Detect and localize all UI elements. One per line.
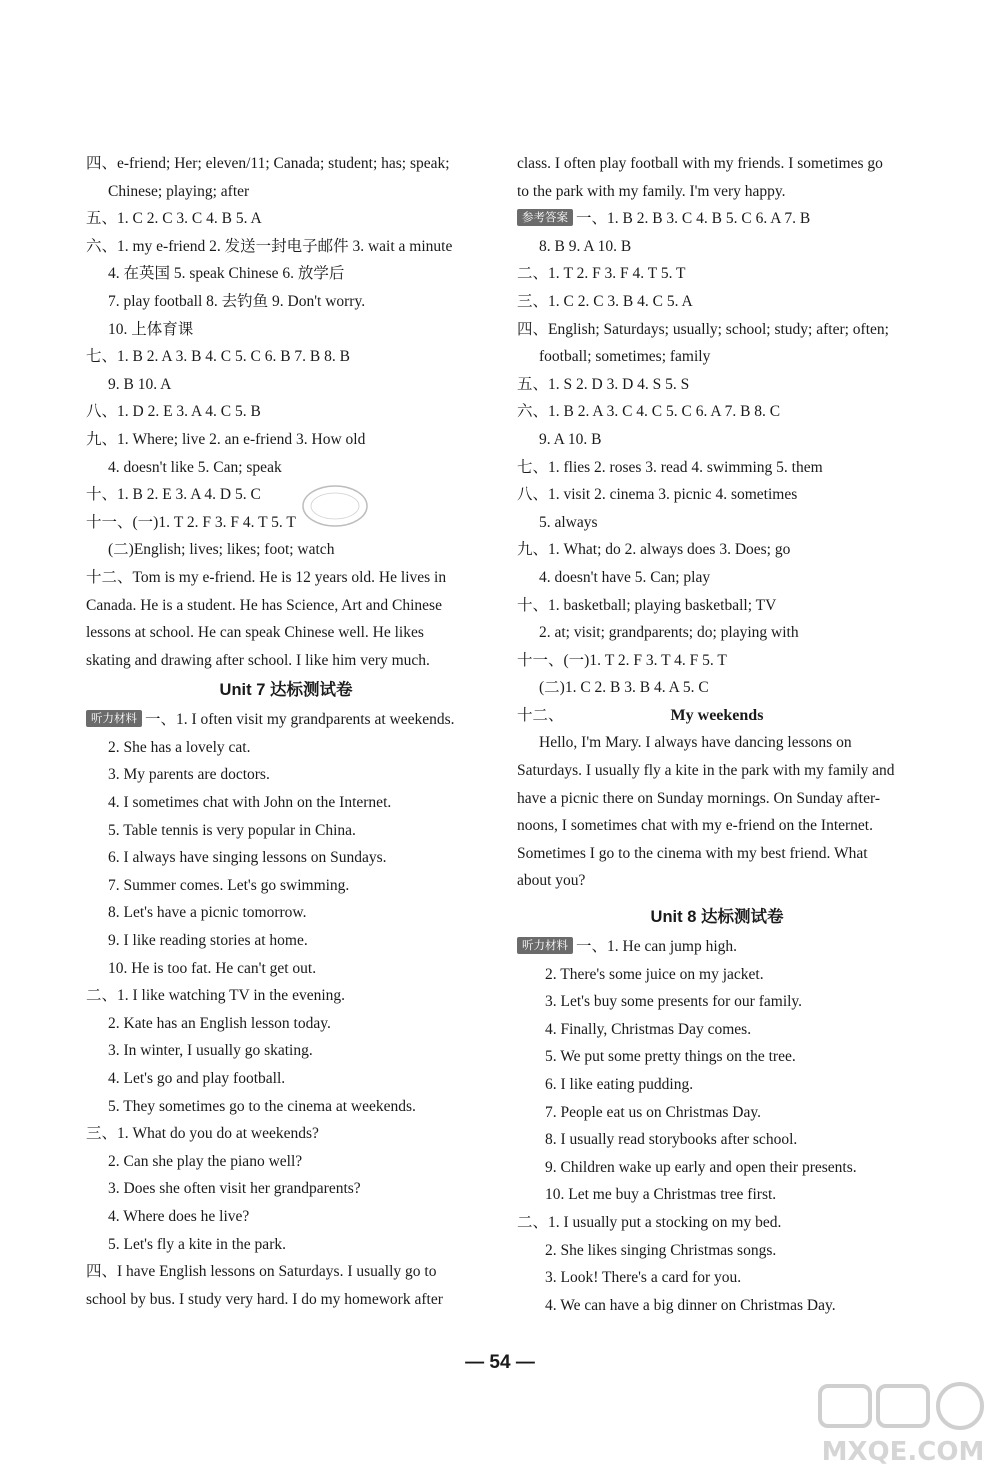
answer-line: 9. B 10. A xyxy=(108,375,172,393)
answer-line: football; sometimes; family xyxy=(539,348,711,366)
listening-line: 4. Where does he live? xyxy=(108,1207,250,1225)
answer-badge: 参考答案 xyxy=(517,209,573,226)
answer-line: 七、1. B 2. A 3. B 4. C 5. C 6. B 7. B 8. B xyxy=(86,348,350,366)
left-column xyxy=(86,150,486,1313)
listening-line: 听力材料 一、1. He can jump high. xyxy=(517,933,917,961)
unit-7-heading: Unit 7 达标测试卷 xyxy=(219,681,353,700)
listening-line: 8. Let's have a picnic tomorrow. xyxy=(108,904,307,922)
listening-line: 6. I like eating pudding. xyxy=(545,1076,694,1093)
listening-badge: 听力材料 xyxy=(517,937,573,954)
answer-line: 十一、(一)1. T 2. F 3. T 4. F 5. T xyxy=(517,651,727,669)
answer-line: (二)1. C 2. B 3. B 4. A 5. C xyxy=(539,679,709,697)
watermark-text: MXQE.COM xyxy=(821,1437,985,1467)
answer-line: 7. play football 8. 去钓鱼 9. Don't worry. xyxy=(108,292,366,310)
essay-line: 十二、Tom is my e-friend. He is 12 years old. He lives in xyxy=(86,568,447,586)
listening-line: 5. They sometimes go to the cinema at weekends. xyxy=(108,1097,416,1115)
listening-line: 8. I usually read storybooks after school. xyxy=(545,1131,798,1149)
listening-line: 二、1. I like watching TV in the evening. xyxy=(86,987,346,1005)
answer-line: 六、1. B 2. A 3. C 4. C 5. C 6. A 7. B 8. C xyxy=(517,403,781,421)
listening-line: 5. We put some pretty things on the tree. xyxy=(545,1048,796,1066)
listening-line: 5. Let's fly a kite in the park. xyxy=(108,1235,286,1253)
listening-line: 2. She likes singing Christmas songs. xyxy=(545,1241,777,1259)
essay-line: Saturdays. I usually fly a kite in the park with my family and xyxy=(517,762,895,780)
listening-line: 10. Let me buy a Christmas tree first. xyxy=(545,1186,777,1204)
essay-line: Canada. He is a student. He has Science, Art and Chinese xyxy=(86,596,442,614)
watermark-logo xyxy=(812,1380,994,1468)
listening-line: 2. Kate has an English lesson today. xyxy=(108,1014,331,1032)
listening-line: 3. Let's buy some presents for our family. xyxy=(545,993,803,1011)
listening-line: 4. I sometimes chat with John on the Internet. xyxy=(108,794,392,812)
essay-line: about you? xyxy=(517,872,586,890)
listening-line: 3. Does she often visit her grandparents? xyxy=(108,1180,361,1198)
answer-line: 四、English; Saturdays; usually; school; study; after; often; xyxy=(517,320,889,338)
answer-line: 参考答案 一、1. B 2. B 3. C 4. B 5. C 6. A 7. B xyxy=(517,205,917,233)
answer-line: 十、1. basketball; playing basketball; TV xyxy=(517,596,777,614)
answer-line: 9. A 10. B xyxy=(539,430,602,448)
answer-line: 5. always xyxy=(539,513,598,531)
listening-line: 二、1. I usually put a stocking on my bed. xyxy=(517,1213,782,1231)
answer-line: 十一、(一)1. T 2. F 3. F 4. T 5. T xyxy=(86,513,296,531)
answer-line: 四、e-friend; Her; eleven/11; Canada; student; has; speak; xyxy=(86,155,450,172)
answer-line: 4. doesn't have 5. Can; play xyxy=(539,568,711,586)
answer-line: 2. at; visit; grandparents; do; playing with xyxy=(539,624,799,642)
listening-line: 4. We can have a big dinner on Christmas Day. xyxy=(545,1296,836,1314)
listening-line: to the park with my family. I'm very happy. xyxy=(517,182,786,200)
listening-line: 听力材料 一、1. I often visit my grandparents at weekends. xyxy=(86,706,486,734)
listening-line: 7. Summer comes. Let's go swimming. xyxy=(108,876,350,894)
listening-line: 3. Look! There's a card for you. xyxy=(545,1269,742,1287)
answer-line: 五、1. C 2. C 3. C 4. B 5. A xyxy=(86,210,262,228)
listening-line: 9. Children wake up early and open their presents. xyxy=(545,1158,857,1176)
essay-line: noons, I sometimes chat with my e-friend on the Internet. xyxy=(517,817,873,835)
listening-line: 5. Table tennis is very popular in China. xyxy=(108,821,356,839)
listening-line: 2. Can she play the piano well? xyxy=(108,1152,303,1170)
answer-line: 八、1. visit 2. cinema 3. picnic 4. sometimes xyxy=(517,486,798,504)
listening-line: 6. I always have singing lessons on Sundays. xyxy=(108,849,387,867)
answer-line: 九、1. What; do 2. always does 3. Does; go xyxy=(517,541,791,559)
essay-line: lessons at school. He can speak Chinese well. He likes xyxy=(86,624,424,642)
listening-line: 三、1. What do you do at weekends? xyxy=(86,1125,319,1143)
listening-line: school by bus. I study very hard. I do my homework after xyxy=(86,1290,443,1308)
essay-heading-line xyxy=(517,702,917,730)
listening-line: 4. Let's go and play football. xyxy=(108,1070,286,1087)
essay-line: skating and drawing after school. I like him very much. xyxy=(86,651,430,669)
unit-8-heading: Unit 8 达标测试卷 xyxy=(650,908,784,927)
listening-line: 10. He is too fat. He can't get out. xyxy=(108,959,317,977)
listening-line: class. I often play football with my friends. I sometimes go xyxy=(517,155,883,172)
listening-line: 4. Finally, Christmas Day comes. xyxy=(545,1020,752,1038)
answer-line: Chinese; playing; after xyxy=(108,182,250,200)
right-column xyxy=(517,150,917,1319)
answer-line: 三、1. C 2. C 3. B 4. C 5. A xyxy=(517,292,693,310)
essay-line: have a picnic there on Sunday mornings. On Sunday after- xyxy=(517,789,880,807)
listening-line: 四、I have English lessons on Saturdays. I usually go to xyxy=(86,1263,437,1281)
answer-line: 十、1. B 2. E 3. A 4. D 5. C xyxy=(86,486,261,504)
listening-badge: 听力材料 xyxy=(86,710,142,727)
answer-line: 4. doesn't like 5. Can; speak xyxy=(108,458,282,476)
essay-title: My weekends xyxy=(670,706,764,724)
answer-line: 8. B 9. A 10. B xyxy=(539,237,632,255)
answer-line: (二)English; lives; likes; foot; watch xyxy=(108,541,335,559)
answer-line: 六、1. my e-friend 2. 发送一封电子邮件 3. wait a minute xyxy=(86,237,453,255)
essay-label: 十二、 xyxy=(517,706,564,724)
listening-line: 7. People eat us on Christmas Day. xyxy=(545,1103,761,1121)
stamp-mark xyxy=(300,482,370,530)
answer-line: 二、1. T 2. F 3. F 4. T 5. T xyxy=(517,265,686,283)
essay-line: Sometimes I go to the cinema with my best friend. What xyxy=(517,844,868,862)
answer-line: 10. 上体育课 xyxy=(108,320,194,338)
answer-line: 七、1. flies 2. roses 3. read 4. swimming 5. them xyxy=(517,458,823,476)
listening-line: 2. She has a lovely cat. xyxy=(108,738,251,756)
answer-line: 九、1. Where; live 2. an e-friend 3. How old xyxy=(86,430,366,448)
listening-line: 9. I like reading stories at home. xyxy=(108,932,308,950)
page-number: — 54 — xyxy=(465,1352,535,1373)
answer-line: 4. 在英国 5. speak Chinese 6. 放学后 xyxy=(108,265,345,283)
essay-line: Hello, I'm Mary. I always have dancing lessons on xyxy=(539,734,852,752)
listening-line: 3. In winter, I usually go skating. xyxy=(108,1042,313,1060)
listening-line: 2. There's some juice on my jacket. xyxy=(545,965,764,983)
answer-line: 五、1. S 2. D 3. D 4. S 5. S xyxy=(517,375,690,393)
listening-line: 3. My parents are doctors. xyxy=(108,766,270,784)
answer-line: 八、1. D 2. E 3. A 4. C 5. B xyxy=(86,403,261,421)
